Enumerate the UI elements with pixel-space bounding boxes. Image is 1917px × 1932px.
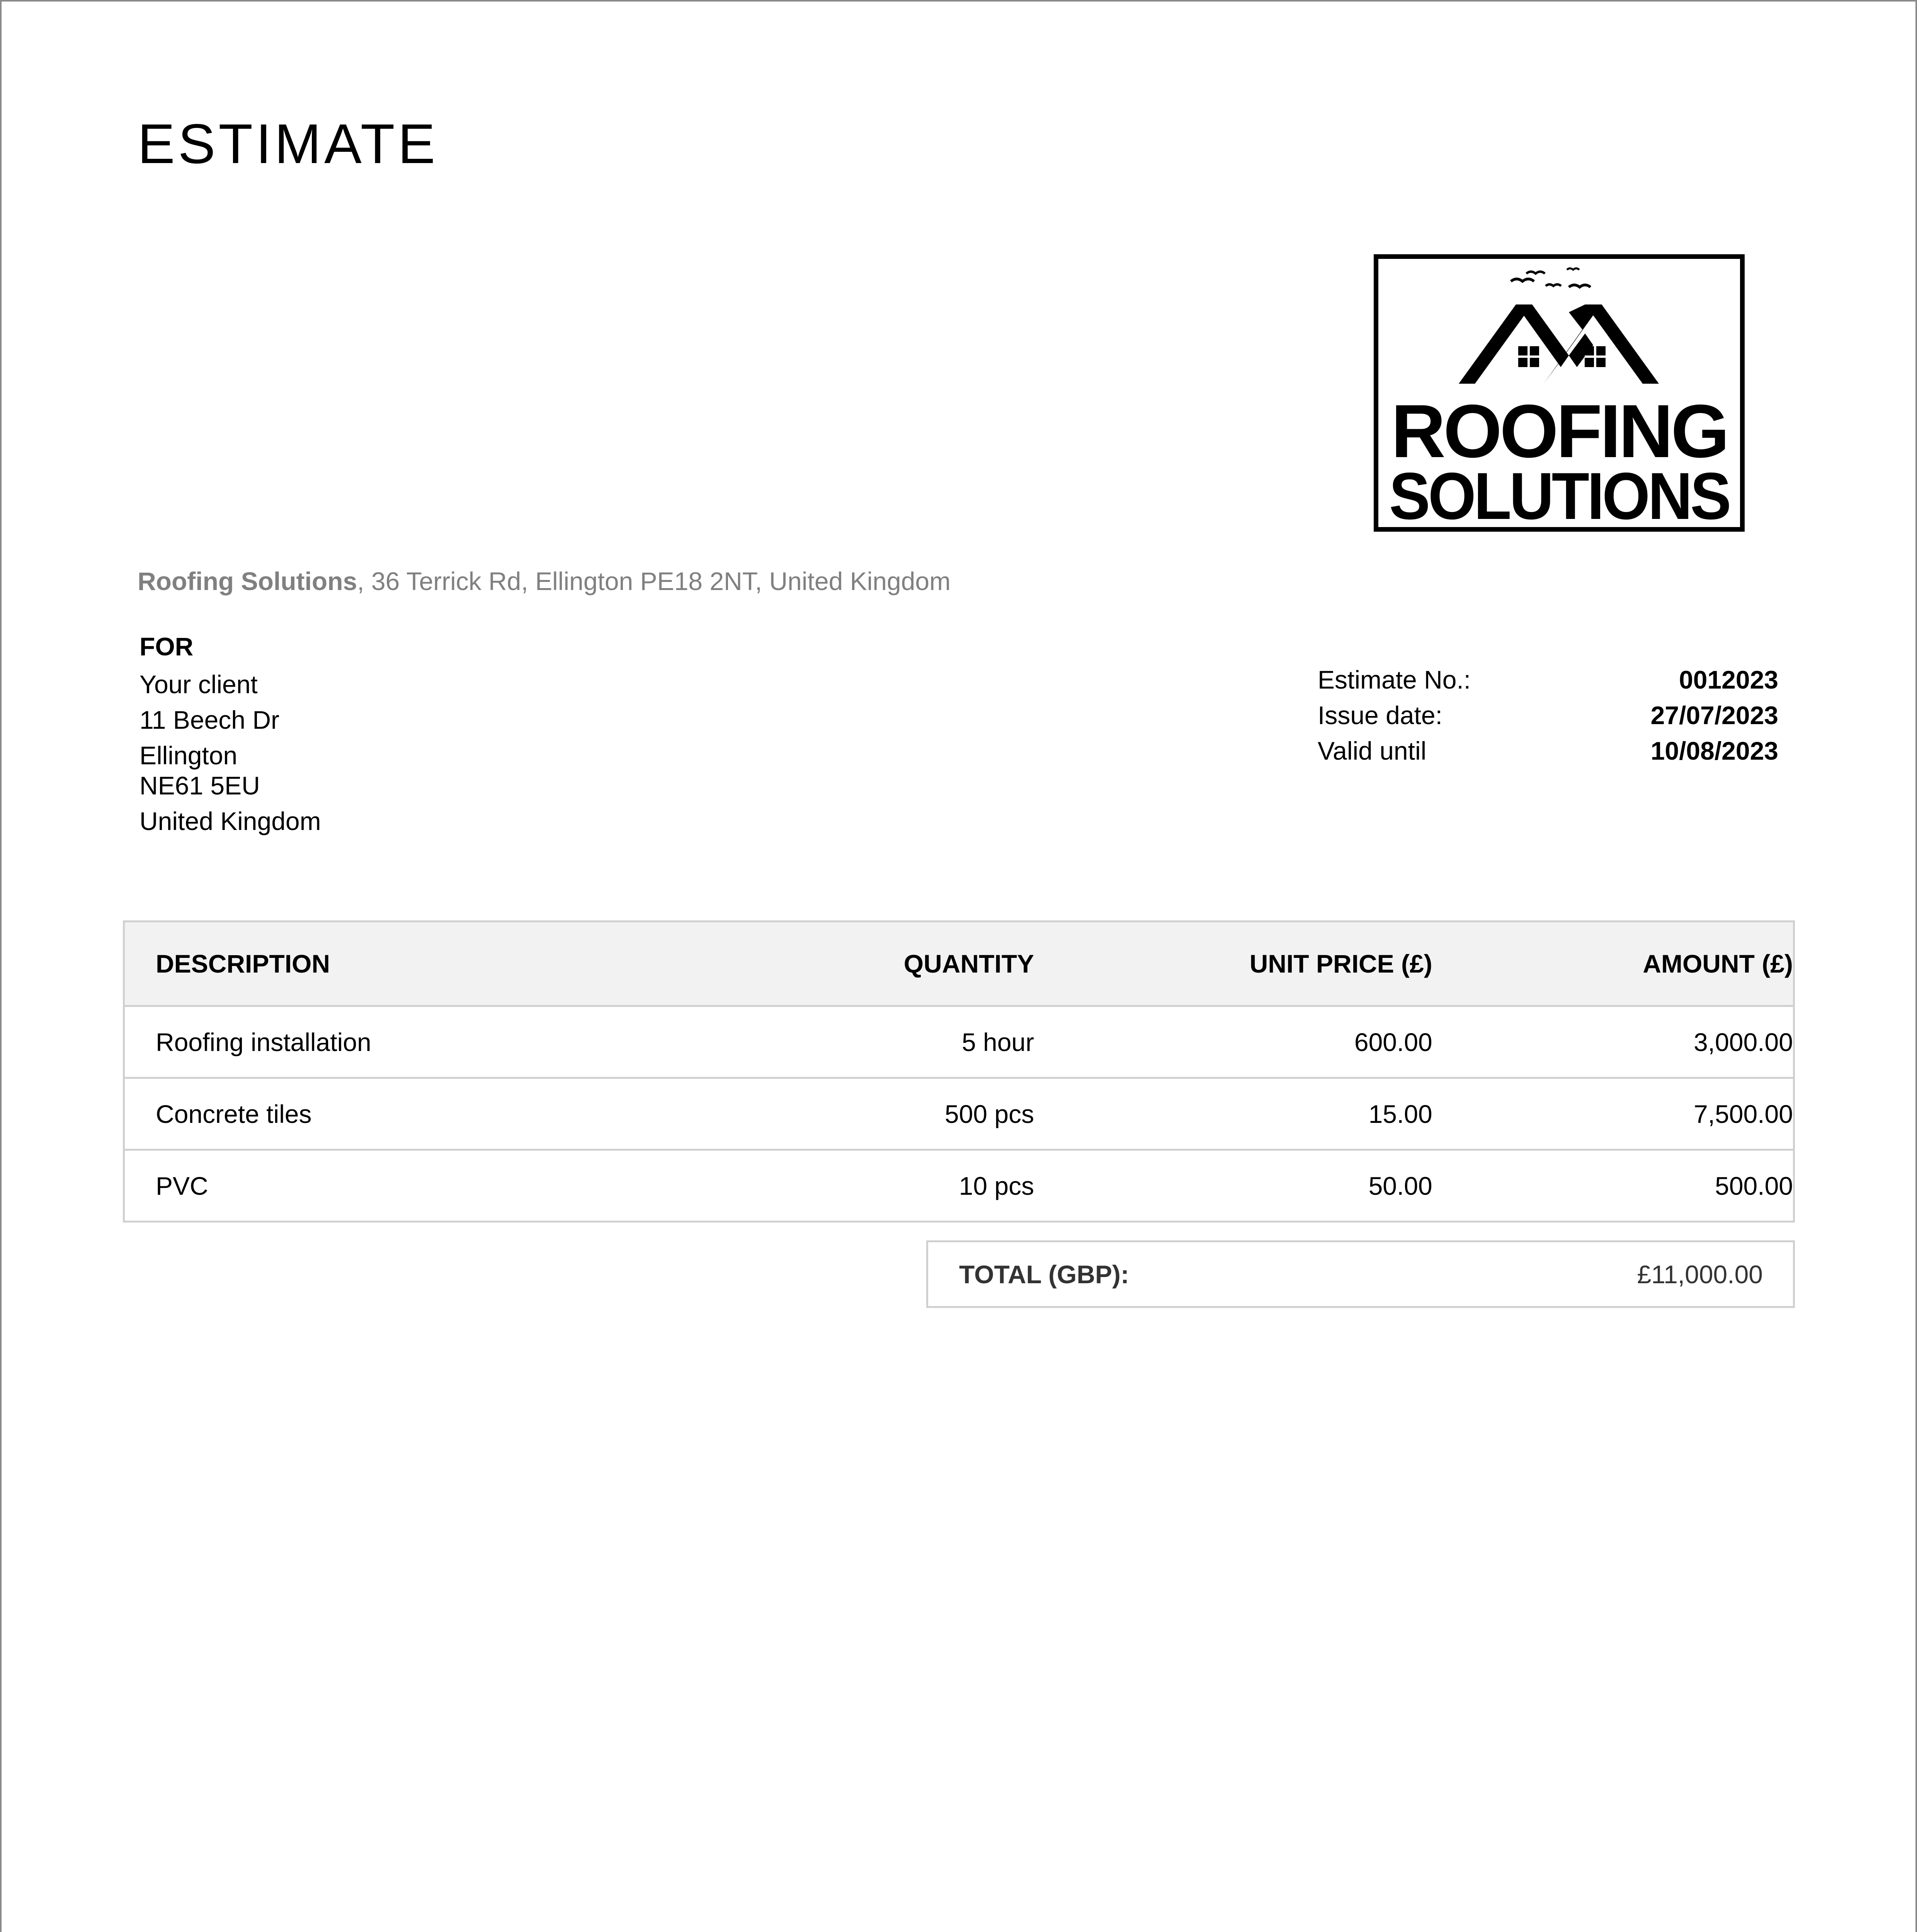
line-items-table: [123, 920, 1795, 1223]
total-value: £11,000.00: [1637, 1260, 1763, 1289]
item-amount: 3,000.00: [1694, 1027, 1793, 1056]
total-box: [926, 1240, 1795, 1308]
recipient-line: Your client: [139, 670, 258, 699]
recipient-line: NE61 5EU: [139, 771, 260, 800]
meta-row-valid-until: [1318, 738, 1778, 774]
sender-address-line: [138, 566, 951, 596]
column-header-description: DESCRIPTION: [156, 949, 330, 978]
item-quantity: 500 pcs: [944, 1099, 1034, 1128]
item-unit-price: 15.00: [1368, 1099, 1432, 1128]
valid-until-date: 10/08/2023: [1650, 736, 1778, 765]
issue-date: 27/07/2023: [1650, 701, 1778, 730]
svg-text:SOLUTIONS: SOLUTIONS: [1389, 459, 1729, 532]
table-row: [125, 1077, 1793, 1149]
item-amount: 500.00: [1715, 1171, 1793, 1200]
roof-house-logo-icon: [1374, 254, 1745, 532]
meta-label: Valid until: [1318, 736, 1427, 765]
meta-label: Estimate No.:: [1318, 665, 1471, 694]
recipient-line: United Kingdom: [139, 807, 321, 835]
meta-label: Issue date:: [1318, 701, 1442, 730]
recipient-line: Ellington: [139, 741, 238, 770]
table-row: [125, 1005, 1793, 1077]
table-row: [125, 1149, 1793, 1221]
item-unit-price: 600.00: [1354, 1027, 1432, 1056]
column-header-amount: AMOUNT (£): [1643, 949, 1793, 978]
column-header-unit-price: UNIT PRICE (£): [1249, 949, 1432, 978]
svg-text:ROOFING: ROOFING: [1391, 389, 1727, 473]
document-title: ESTIMATE: [138, 112, 439, 175]
item-description: Roofing installation: [156, 1027, 371, 1056]
company-logo: [1374, 254, 1745, 532]
table-header-row: [125, 922, 1793, 1005]
recipient-block: [139, 634, 321, 844]
total-label: TOTAL (GBP):: [959, 1260, 1129, 1289]
recipient-label: FOR: [139, 632, 194, 661]
item-amount: 7,500.00: [1694, 1099, 1793, 1128]
meta-row-issue-date: [1318, 702, 1778, 738]
meta-row-estimate-number: [1318, 667, 1778, 702]
estimate-meta: [1318, 667, 1778, 774]
item-quantity: 10 pcs: [959, 1171, 1034, 1200]
column-header-quantity: QUANTITY: [903, 949, 1034, 978]
item-quantity: 5 hour: [961, 1027, 1034, 1056]
recipient-line: 11 Beech Dr: [139, 706, 279, 734]
sender-address: , 36 Terrick Rd, Ellington PE18 2NT, United Kingdom: [357, 567, 951, 595]
sender-name: Roofing Solutions: [138, 567, 357, 595]
item-unit-price: 50.00: [1368, 1171, 1432, 1200]
item-description: Concrete tiles: [156, 1099, 312, 1128]
item-description: PVC: [156, 1171, 208, 1200]
estimate-number: 0012023: [1679, 665, 1778, 694]
